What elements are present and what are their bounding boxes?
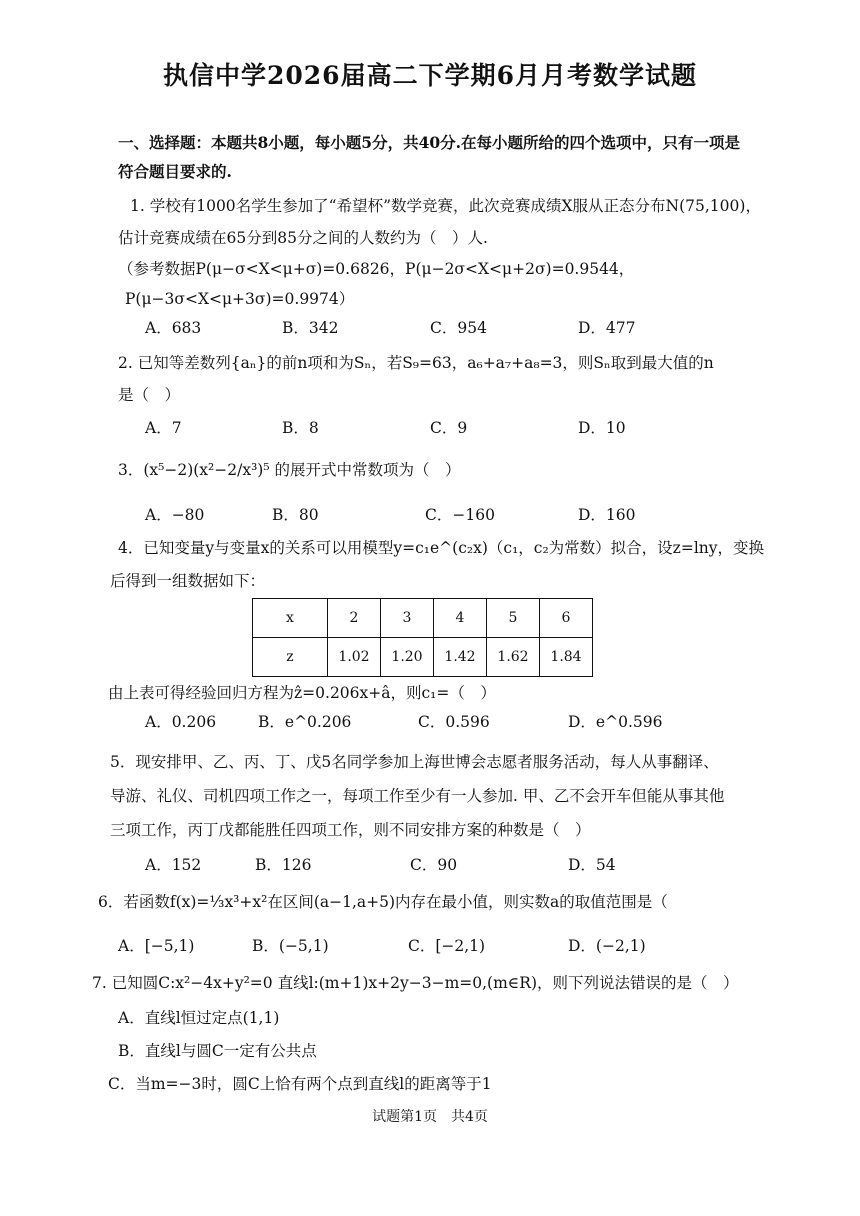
option-b: B．e^0.206 — [258, 713, 352, 731]
option-a: A．−80 — [145, 506, 205, 524]
q5-line1: 5．现安排甲、乙、丙、丁、戊5名同学参加上海世博会志愿者服务活动，每人从事翻译、 — [110, 753, 719, 771]
option-a: A．[−5,1) — [118, 937, 195, 955]
option-d: D．10 — [578, 419, 626, 437]
option-c: C．9 — [430, 419, 468, 437]
q7-line1: 7. 已知圆C:x²−4x+y²=0 直线l:(m+1)x+2y−3−m=0,(m∈R)，则下列说法错误的是（ ） — [92, 974, 739, 992]
exam-title: 执信中学2026届高二下学期6月月考数学试题 — [163, 61, 697, 90]
option-a: A．152 — [145, 856, 202, 874]
option-b: B．126 — [255, 856, 312, 874]
q4-line1: 4．已知变量y与变量x的关系可以用模型y=c₁e^(c₂x)（c₁，c₂为常数）拟合，设z=lny，变换 — [118, 539, 765, 557]
table-cell: 4 — [434, 599, 487, 638]
option-b: B．80 — [272, 506, 319, 524]
option-c: C．0.596 — [418, 713, 490, 731]
page-footer: 试题第1页 共4页 — [372, 1109, 488, 1125]
option-a: A．7 — [145, 419, 182, 437]
q1-line2: 估计竞赛成绩在65分到85分之间的人数约为（ ）人. — [118, 229, 488, 247]
q5-line3: 三项工作，丙丁戊都能胜任四项工作，则不同安排方案的种数是（ ） — [110, 821, 591, 839]
option-c: C．954 — [430, 319, 487, 337]
q3-line1: 3．(x⁵−2)(x²−2/x³)⁵ 的展开式中常数项为（ ） — [118, 461, 461, 479]
option-b: B．342 — [282, 319, 339, 337]
option-c: C．−160 — [425, 506, 495, 524]
q2-line2: 是（ ） — [118, 386, 181, 404]
q1-line1: 1. 学校有1000名学生参加了“希望杯”数学竞赛，此次竞赛成绩X服从正态分布N(75,100)， — [130, 197, 761, 215]
table-cell: 1.62 — [487, 638, 540, 677]
q7-option-b: B．直线l与圆C一定有公共点 — [118, 1042, 317, 1060]
q1-line4: P(μ−3σ<X<μ+3σ)=0.9974） — [125, 290, 355, 308]
table-header-z: z — [253, 638, 328, 677]
table-cell: 2 — [328, 599, 381, 638]
q7-option-a: A．直线l恒过定点(1,1) — [118, 1009, 280, 1027]
option-c: C．90 — [410, 856, 458, 874]
option-b: B．8 — [282, 419, 319, 437]
option-d: D．160 — [578, 506, 636, 524]
option-d: D．477 — [578, 319, 636, 337]
option-b: B．(−5,1) — [252, 937, 329, 955]
table-cell: 3 — [381, 599, 434, 638]
q4-line2: 后得到一组数据如下： — [110, 572, 266, 590]
option-a: A．683 — [145, 319, 202, 337]
table-cell: 1.02 — [328, 638, 381, 677]
table-cell: 1.20 — [381, 638, 434, 677]
table-cell: 6 — [540, 599, 593, 638]
q2-line1: 2. 已知等差数列{aₙ}的前n项和为Sₙ，若S₉=63，a₆+a₇+a₈=3，则Sₙ取到最大值的n — [118, 354, 714, 372]
option-a: A．0.206 — [145, 713, 217, 731]
table-cell: 1.84 — [540, 638, 593, 677]
q7-option-c: C．当m=−3时，圆C上恰有两个点到直线l的距离等于1 — [108, 1075, 492, 1093]
data-table — [252, 598, 593, 677]
q6-line1: 6．若函数f(x)=⅓x³+x²在区间(a−1,a+5)内存在最小值，则实数a的取值范围是（ — [98, 893, 668, 911]
section-heading: 一、选择题：本题共8小题，每小题5分，共40分.在每小题所给的四个选项中，只有一项是符合题目要求的. — [118, 133, 741, 181]
table-cell: 1.42 — [434, 638, 487, 677]
option-c: C．[−2,1) — [408, 937, 486, 955]
table-cell: 5 — [487, 599, 540, 638]
table-row-z — [253, 638, 593, 677]
option-d: D．54 — [568, 856, 616, 874]
table-row-x — [253, 599, 593, 638]
q5-line2: 导游、礼仪、司机四项工作之一，每项工作至少有一人参加. 甲、乙不会开车但能从事其他 — [110, 787, 725, 805]
option-d: D．e^0.596 — [568, 713, 663, 731]
q1-line3: （参考数据P(μ−σ<X<μ+σ)=0.6826，P(μ−2σ<X<μ+2σ)=0.9544， — [118, 260, 635, 278]
q4-line3: 由上表可得经验回归方程为ẑ=0.206x+â，则c₁=（ ） — [108, 684, 496, 702]
option-d: D．(−2,1) — [568, 937, 646, 955]
table-header-x: x — [253, 599, 328, 638]
